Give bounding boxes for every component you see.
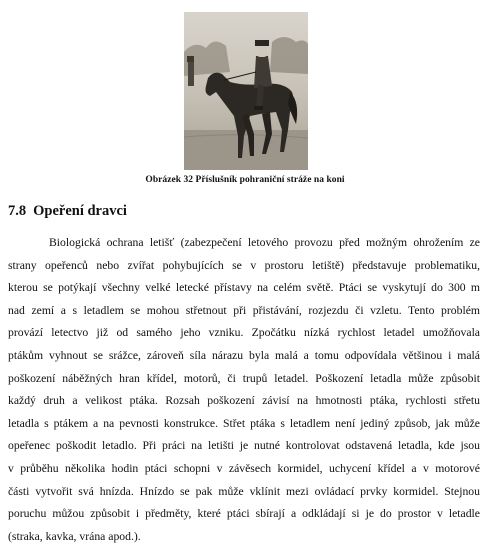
section-heading (8, 203, 127, 220)
paragraph-line: v průběhu několika hodin ptáci schopni v závěsech kormidel, uchycení křídel a v motorové (8, 461, 480, 475)
body-paragraph (8, 232, 480, 548)
figure-caption: Obrázek 32 Příslušník pohraniční stráže na koni (145, 175, 345, 185)
horse-rider-photo (184, 12, 308, 170)
photo-soldier-on-horse-icon (184, 12, 308, 170)
paragraph-line: Biologická ochrana letišť (zabezpečení letového provozu před možným ohrožením ze (49, 236, 480, 249)
paragraph-line: (straka, kavka, vrána apod.). (8, 529, 141, 543)
paragraph-line: provází letectvo již od samého jeho vzniku. Zpočátku nízká rychlost letadel umožňovala (8, 326, 480, 340)
paragraph-line: poškození náběžných hran křídel, motorů, či trupů letadel. Poškození letadla může způsobit (8, 371, 480, 385)
section-title: Opeření dravci (33, 203, 127, 219)
section-number: 7.8 (8, 203, 27, 219)
paragraph-line: ptákům vyhnout se srážce, zároveň síla nárazu byla malá a tomu odpovídala většinou i malá (8, 348, 480, 362)
paragraph-line: nad zemí a s letadlem se mohou střetnout při přistávání, rozjezdu či vzletu. Tento problém (8, 303, 480, 317)
paragraph-line: poruchu můžou způsobit i předměty, které ptáci sbírají a odkládají si je do prostor v letadle (8, 507, 480, 521)
paragraph-line: kterou se potýkají všechny velké letecké přístavy na celém světě. Ptáci se vyskytují do 300 m (8, 281, 480, 295)
paragraph-line: opeřenec poškodit letadlo. Při práci na letišti je nutné kontrolovat odstavená letadla, kde jsou (8, 439, 480, 453)
paragraph-line: strany opeřenců nebo zvířat pohybujících se v prostoru letiště) představuje problematiku, (8, 258, 480, 272)
paragraph-line: letadla s ptákem a na pevnosti konstrukce. Střet ptáka s letadlem není jediný způsob, jak může (8, 416, 480, 430)
paragraph-line: každý druh a velikost ptáka. Rozsah poškození závisí na hmotnosti ptáka, rychlosti střetu (8, 394, 480, 408)
paragraph-line: části vytvořit svá hnízda. Hnízdo se pak může vklínit mezi ovládací prvky kormidel. Stejnou (8, 484, 480, 498)
